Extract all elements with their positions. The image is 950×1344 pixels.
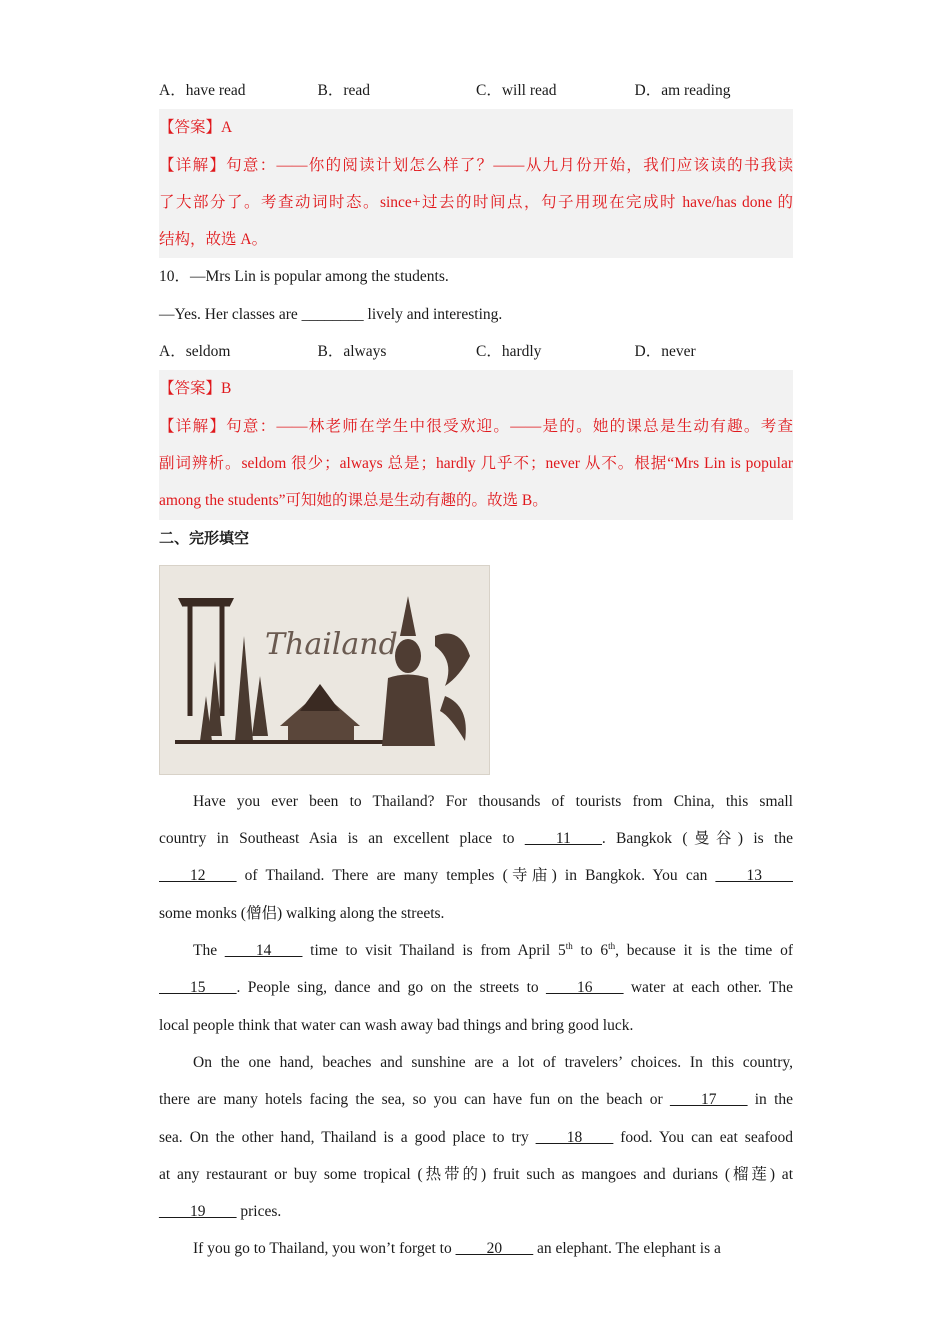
p3-l2-post: in the: [747, 1091, 793, 1109]
passage-p2-line-3: local people think that water can wash away bad things and bring good luck.: [159, 1016, 634, 1034]
passage-p2-line-2: [159, 969, 793, 1006]
thailand-sketch-image: [160, 566, 489, 774]
q10-reply-pre: —Yes. Her classes are: [159, 305, 302, 323]
q10-reply-post: lively and interesting.: [363, 305, 503, 323]
p2-l1-post: , because it is the time of: [615, 942, 793, 960]
p3-l2-pre: there are many hotels facing the sea, so you can have fun on the beach or: [159, 1091, 670, 1109]
passage-p3-line-4: at any restaurant or buy some tropical (热带的) fruit such as mangoes and durians (榴莲) at: [159, 1165, 793, 1183]
blank-12: ____12____: [159, 867, 237, 885]
q10-detail-line-1: 【详解】句意：——林老师在学生中很受欢迎。——是的。她的课总是生动有趣。考查: [159, 417, 793, 435]
blank-16: ____16____: [546, 979, 624, 997]
p1-l2-text: country in Southeast Asia is an excellent place to: [159, 830, 525, 848]
q10-detail-line-2: 副词辨析。seldom 很少；always 总是；hardly 几乎不；never 从不。根据“Mrs Lin is popular: [159, 454, 793, 472]
passage-p3-line-3: [159, 1119, 793, 1156]
q9-detail-line-3: 结构，故选 A。: [159, 231, 268, 249]
p3-l5-post: prices.: [236, 1203, 282, 1221]
passage-p1-line-1: Have you ever been to Thailand? For thousands of tourists from China, this small: [193, 792, 793, 810]
q9-option-a: A．have read: [159, 82, 246, 99]
q10-option-d: D．never: [634, 343, 696, 361]
p2-l2-mid: . People sing, dance and go on the streets to: [236, 979, 546, 997]
q9-detail-line-1: 【详解】句意：——你的阅读计划怎么样了？——从九月份开始，我们应该读的书我读: [159, 156, 793, 174]
passage-p4-line-1: [159, 1230, 793, 1267]
passage-p2-line-1: [159, 932, 793, 969]
p1-l2-after: . Bangkok (曼谷) is the: [601, 830, 793, 848]
p4-l1-post: an elephant. The elephant is a: [533, 1240, 721, 1258]
p2-l1-pre: The: [193, 942, 225, 960]
q9-answer-block: [159, 109, 793, 258]
passage-p1-line-2: [159, 820, 793, 857]
q10-blank: ________: [301, 305, 364, 323]
q10-detail-line-3: among the students”可知她的课总是生动有趣的。故选 B。: [159, 492, 548, 510]
q10-stem: 10．—Mrs Lin is popular among the students.: [159, 268, 449, 286]
q10-option-c: C．hardly: [476, 343, 542, 361]
document-content: [159, 72, 793, 1268]
p4-l1-pre: If you go to Thailand, you won’t forget to: [193, 1240, 456, 1258]
passage-p3-line-5: [159, 1193, 793, 1230]
p1-l3-text: of Thailand. There are many temples (寺庙) in Bangkok. You can: [236, 867, 716, 885]
q10-answer-block: [159, 370, 793, 519]
thailand-caption: Thailand: [265, 626, 398, 662]
p2-l1-sup-2: th: [608, 941, 616, 952]
blank-18: ____18____: [535, 1128, 614, 1146]
q9-detail-line-2: 了大部分了。考查动词时态。since+过去的时间点，句子用现在完成时 have/has done 的: [159, 193, 793, 211]
q10-reply: [159, 296, 793, 333]
blank-13: ____13____: [715, 867, 793, 885]
blank-19: ____19____: [159, 1203, 237, 1221]
q10-option-b: B．always: [317, 343, 387, 361]
q10-answer: 【答案】B: [159, 380, 232, 398]
passage-p3-line-1: On the one hand, beaches and sunshine are a lot of travelers’ choices. In this country,: [193, 1053, 793, 1071]
passage-p1-line-3: [159, 857, 793, 894]
p2-l2-post: water at each other. The: [623, 979, 793, 997]
q9-options: [159, 72, 793, 109]
q9-answer: 【答案】A: [159, 119, 233, 137]
blank-15: ____15____: [159, 979, 237, 997]
passage-p1-line-4: some monks (僧侣) walking along the streets.: [159, 904, 445, 922]
q9-option-d: D．am reading: [634, 82, 731, 99]
p2-l1-to: to 6: [572, 942, 609, 960]
q10-options: [159, 333, 793, 370]
section-title: 二、完形填空: [159, 528, 250, 547]
passage-p3-line-2: [159, 1081, 793, 1118]
q10-option-a: A．seldom: [159, 343, 231, 361]
p3-l3-pre: sea. On the other hand, Thailand is a good place to try: [159, 1128, 536, 1146]
blank-20: ____20____: [455, 1240, 534, 1258]
blank-17: ____17____: [669, 1091, 748, 1109]
p2-l1-mid: time to visit Thailand is from April 5: [302, 942, 566, 960]
p2-l1-sup-1: th: [565, 941, 573, 952]
q9-option-c: C．will read: [476, 82, 557, 99]
blank-11: ____11____: [524, 830, 602, 848]
thailand-illustration: [159, 565, 490, 775]
p3-l3-post: food. You can eat seafood: [613, 1128, 793, 1146]
blank-14: ____14____: [224, 942, 303, 960]
q9-option-b: B．read: [317, 82, 371, 99]
